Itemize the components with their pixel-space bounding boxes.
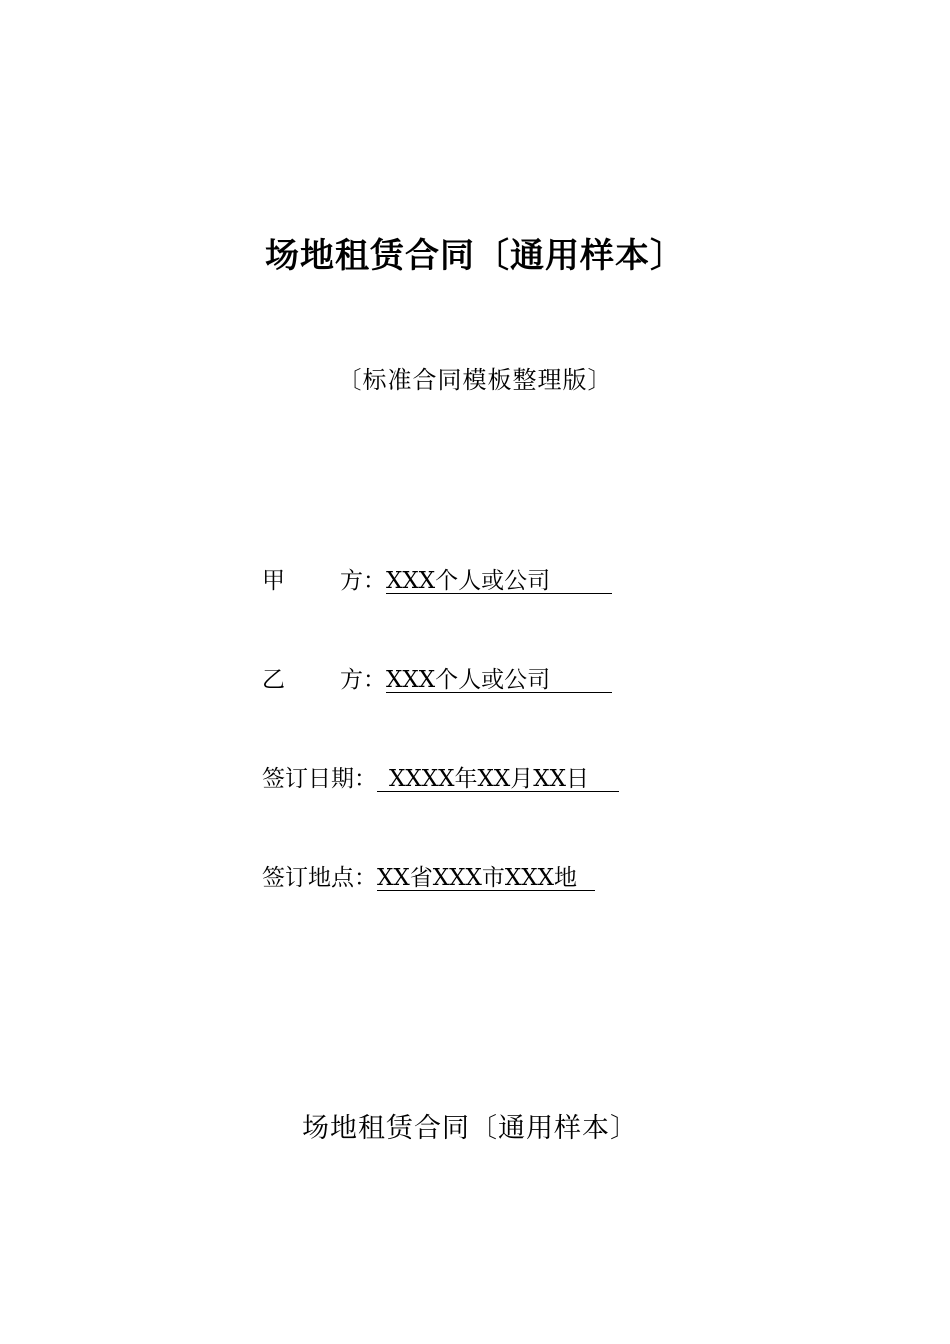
party-b-label-last: 方： [340, 667, 386, 693]
party-a-label [262, 562, 386, 595]
sign-date-field [262, 760, 619, 790]
sign-date-label: 签订日期： [262, 766, 377, 792]
party-a-label-last: 方： [340, 568, 386, 594]
document-title: 场地租赁合同〔通用样本〕 [265, 236, 685, 276]
party-a-value: XXX个人或公司 [386, 569, 612, 594]
party-b-label-first: 乙 [262, 667, 285, 693]
sign-place-label: 签订地点： [262, 865, 377, 891]
party-b-label [262, 661, 386, 694]
party-b-field [262, 661, 612, 691]
party-a-field [262, 562, 612, 592]
sign-place-value: XX省XXX市XXX地 [377, 866, 595, 891]
party-a-label-first: 甲 [262, 568, 285, 594]
sign-place-field [262, 859, 595, 889]
body-title: 场地租赁合同〔通用样本〕 [302, 1113, 638, 1144]
sign-date-value: XXXX年XX月XX日 [377, 767, 619, 792]
document-subtitle: 〔标准合同模板整理版〕 [337, 366, 613, 394]
party-b-value: XXX个人或公司 [386, 668, 612, 693]
